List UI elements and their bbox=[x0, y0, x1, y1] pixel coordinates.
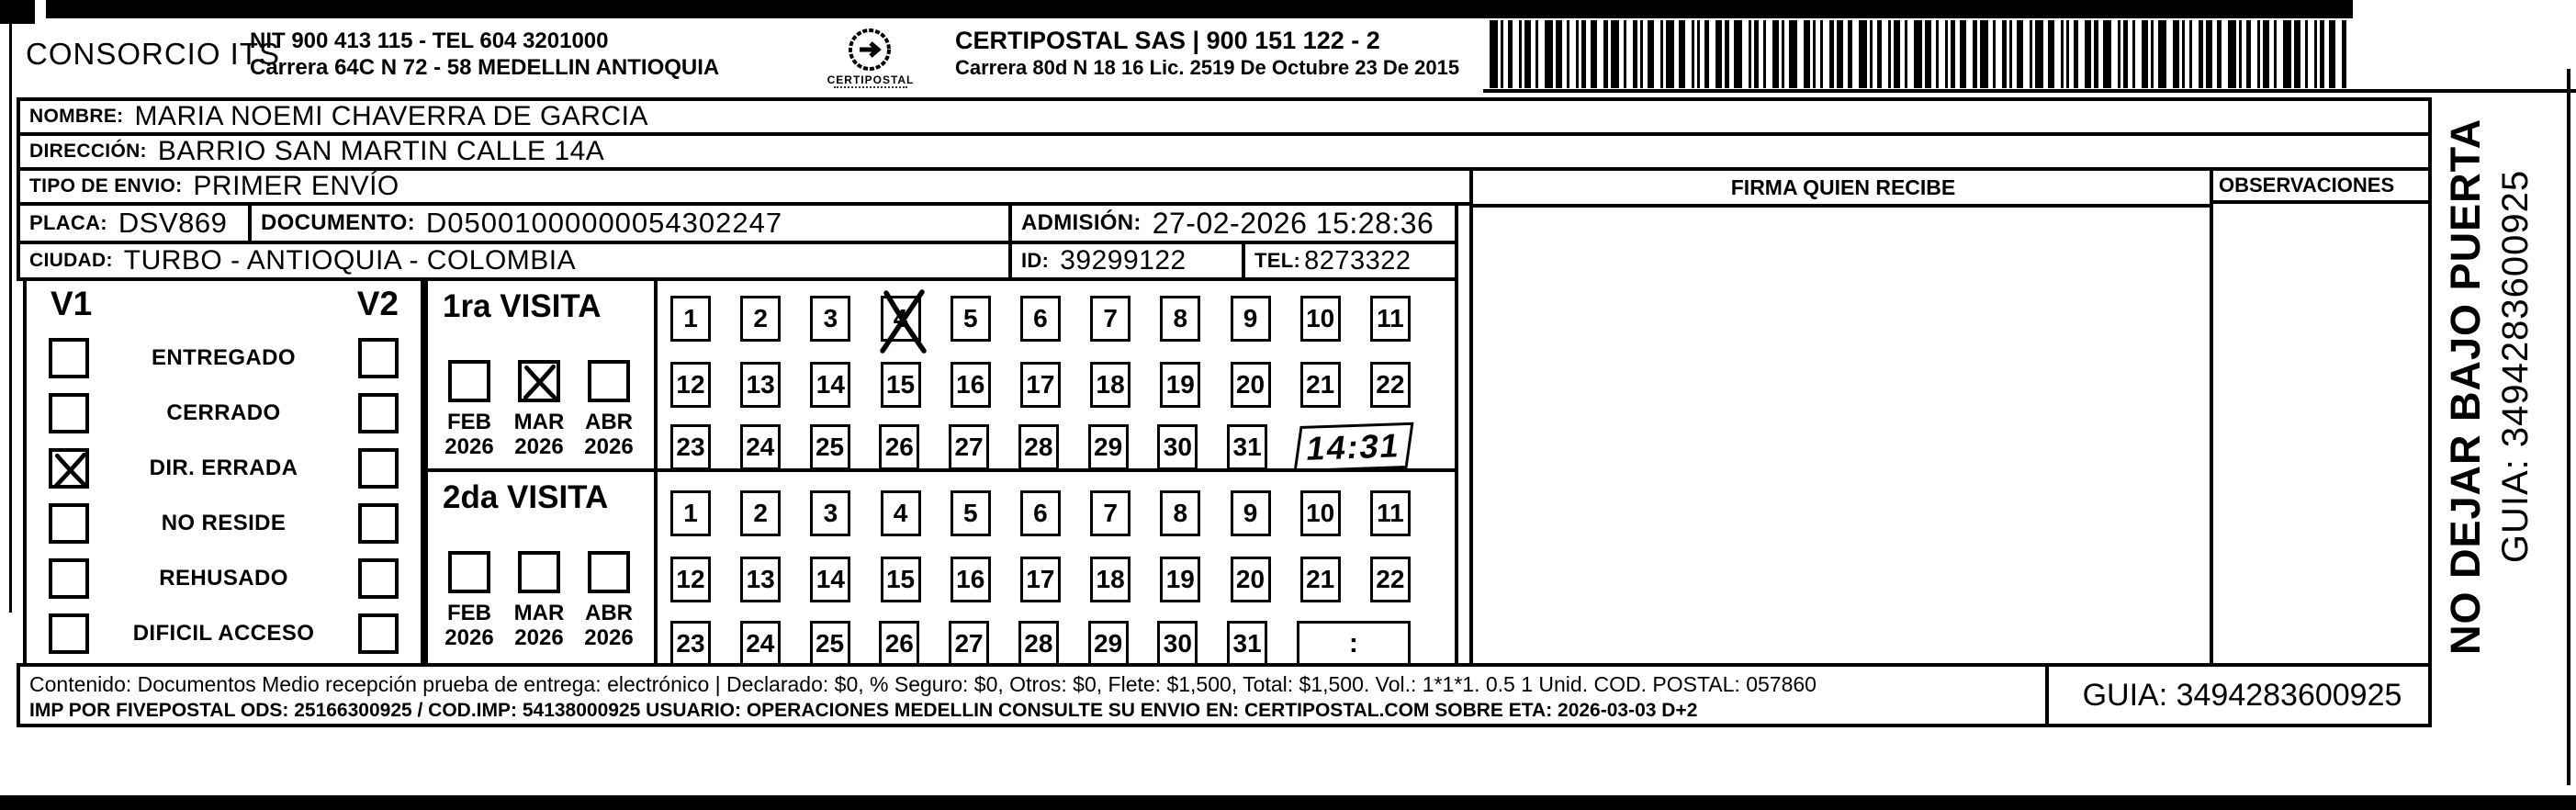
visit-2-day-row-3 bbox=[670, 621, 1411, 667]
status-label-dificil-acceso: DIFICIL ACCESO bbox=[132, 621, 315, 646]
visit-2-month-checkbox-feb bbox=[448, 551, 490, 593]
barcode-underline bbox=[1483, 89, 2576, 93]
admision-label: ADMISIÓN: bbox=[1021, 210, 1142, 235]
month-name: ABR bbox=[585, 410, 633, 434]
tipo-envio-row bbox=[17, 167, 1473, 206]
direccion-label: DIRECCIÓN: bbox=[29, 141, 147, 162]
visit-2-divider bbox=[654, 472, 658, 663]
visit-1-day-7: 7 bbox=[1090, 296, 1131, 342]
visit-2-day-17: 17 bbox=[1020, 557, 1061, 602]
admision-value: 27-02-2026 15:28:36 bbox=[1152, 206, 1434, 240]
direccion-row bbox=[17, 132, 2432, 171]
ciudad-cell bbox=[17, 241, 1012, 281]
visit-1-day-25: 25 bbox=[810, 424, 850, 470]
id-value: 39299122 bbox=[1060, 245, 1187, 276]
visit-2-day-12: 12 bbox=[670, 557, 711, 602]
company-contact bbox=[250, 28, 719, 81]
visit-1-day-19: 19 bbox=[1160, 362, 1200, 408]
month-year: 2026 bbox=[514, 625, 564, 650]
visit-1-day-10: 10 bbox=[1300, 296, 1341, 342]
visit-1-day-28: 28 bbox=[1018, 424, 1059, 470]
visit-2-day-5: 5 bbox=[951, 490, 991, 536]
visit-2-month-feb bbox=[441, 551, 498, 650]
visit-2-day-15: 15 bbox=[881, 557, 921, 602]
observaciones-header: OBSERVACIONES bbox=[2213, 171, 2428, 204]
visit-2-day-11: 11 bbox=[1370, 490, 1411, 536]
visit-2-day-25: 25 bbox=[810, 621, 850, 667]
month-year: 2026 bbox=[444, 625, 494, 650]
visit-2-day-23: 23 bbox=[670, 621, 711, 667]
tipo-envio-label: TIPO DE ENVIO: bbox=[29, 175, 183, 197]
visit-2-day-14: 14 bbox=[810, 557, 850, 602]
bottom-black-bar bbox=[0, 795, 2576, 810]
company-name: CONSORCIO ITS bbox=[26, 37, 281, 71]
v2-checkbox-rehusado bbox=[358, 558, 399, 599]
month-year: 2026 bbox=[584, 625, 634, 650]
v2-header: V2 bbox=[356, 285, 399, 322]
top-black-bar bbox=[46, 0, 2353, 18]
barcode bbox=[1490, 20, 2349, 88]
visit-2-day-row-1 bbox=[670, 490, 1411, 536]
visit-2-day-20: 20 bbox=[1231, 557, 1271, 602]
visit-2-day-7: 7 bbox=[1090, 490, 1131, 536]
visit-1-day-14: 14 bbox=[810, 362, 850, 408]
status-row-no-reside bbox=[27, 496, 421, 551]
visit-1-day-row-2 bbox=[670, 362, 1411, 408]
visit-1-day-8: 8 bbox=[1160, 296, 1200, 342]
visit-1-day-24: 24 bbox=[740, 424, 781, 470]
documento-cell bbox=[248, 202, 1012, 244]
v1-checkbox-rehusado bbox=[49, 558, 89, 599]
status-row-cerrado bbox=[27, 386, 421, 441]
month-name: FEB bbox=[447, 601, 491, 625]
month-name: MAR bbox=[513, 410, 565, 434]
side-note bbox=[2435, 78, 2544, 655]
status-rows bbox=[27, 331, 421, 661]
v2-checkbox-dir-errada bbox=[358, 448, 399, 489]
visit-2-day-6: 6 bbox=[1020, 490, 1061, 536]
admision-cell bbox=[1008, 202, 1458, 244]
visit-2-day-2: 2 bbox=[740, 490, 781, 536]
status-label-entregado: ENTREGADO bbox=[152, 345, 296, 370]
company-nit: NIT 900 413 115 - TEL 604 3201000 bbox=[250, 28, 609, 53]
direccion-value: BARRIO SAN MARTIN CALLE 14A bbox=[157, 136, 605, 166]
visit-1-day-15: 15 bbox=[881, 362, 921, 408]
placa-cell bbox=[17, 202, 252, 244]
tel-cell bbox=[1242, 241, 1458, 281]
signature-area bbox=[1469, 167, 2432, 667]
visit-1-day-23: 23 bbox=[670, 424, 711, 470]
visit-1-day-11: 11 bbox=[1370, 296, 1411, 342]
visit-2-day-19: 19 bbox=[1160, 557, 1200, 602]
visit-1-section bbox=[424, 277, 1458, 472]
visit-2-time-box: : bbox=[1297, 621, 1411, 667]
visit-1-day-12: 12 bbox=[670, 362, 711, 408]
visit-1-time-box: 14:31 bbox=[1293, 422, 1413, 473]
visit-2-day-30: 30 bbox=[1157, 621, 1198, 667]
ciudad-value: TURBO - ANTIOQUIA - COLOMBIA bbox=[123, 245, 577, 276]
footer-line1: Contenido: Documentos Medio recepción prueba de entrega: electrónico | Declarado: $0, % Seguro: $0, Otros: $0, Flete: $1,500, Total: $1,500. Vol.: 1*1*1. 0.5 1 Unid. COD. POSTAL: 057860 bbox=[29, 672, 1817, 696]
visit-1-day-18: 18 bbox=[1090, 362, 1131, 408]
visit-1-month-checkbox-abr bbox=[588, 360, 630, 402]
visit-2-day-28: 28 bbox=[1018, 621, 1059, 667]
tel-label: TEL: bbox=[1254, 249, 1301, 272]
visit-1-title: 1ra VISITA bbox=[443, 288, 602, 324]
month-name: ABR bbox=[585, 601, 633, 625]
id-label: ID: bbox=[1021, 249, 1050, 272]
visit-2-day-21: 21 bbox=[1300, 557, 1341, 602]
visit-1-day-21: 21 bbox=[1300, 362, 1341, 408]
visit-1-month-checkbox-mar bbox=[518, 360, 560, 402]
nombre-label: NOMBRE: bbox=[29, 106, 124, 127]
visit-1-day-29: 29 bbox=[1088, 424, 1129, 470]
visit-2-title: 2da VISITA bbox=[443, 479, 609, 515]
observaciones-divider bbox=[2210, 171, 2213, 663]
certipostal-name: CERTIPOSTAL SAS | 900 151 122 - 2 bbox=[955, 27, 1380, 54]
visit-1-month-mar bbox=[511, 360, 568, 459]
tel-value: 8273322 bbox=[1304, 245, 1412, 276]
visit-2-month-checkbox-abr bbox=[588, 551, 630, 593]
visit-2-day-22: 22 bbox=[1370, 557, 1411, 602]
status-row-entregado bbox=[27, 331, 421, 386]
visit-1-day-3: 3 bbox=[810, 296, 850, 342]
visit-1-day-13: 13 bbox=[740, 362, 781, 408]
visit-1-day-6: 6 bbox=[1020, 296, 1061, 342]
placa-label: PLACA: bbox=[29, 211, 107, 234]
visit-2-month-abr bbox=[580, 551, 637, 650]
visit-1-day-22: 22 bbox=[1370, 362, 1411, 408]
nombre-row bbox=[17, 97, 2432, 136]
visit-1-day-27: 27 bbox=[949, 424, 989, 470]
visit-2-day-10: 10 bbox=[1300, 490, 1341, 536]
status-row-dir-errada bbox=[27, 441, 421, 496]
v2-checkbox-cerrado bbox=[358, 393, 399, 433]
guia-number: GUIA: 3494283600925 bbox=[2082, 677, 2402, 713]
visit-1-day-5: 5 bbox=[951, 296, 991, 342]
month-year: 2026 bbox=[514, 434, 564, 459]
status-label-dir-errada: DIR. ERRADA bbox=[149, 456, 298, 480]
footer-line2: IMP POR FIVEPOSTAL ODS: 25166300925 / COD.IMP: 54138000925 USUARIO: OPERACIONES MEDELLIN CONSULTE SU ENVIO EN: CERTIPOSTAL.COM SOBRE ETA: 2026-03-03 D+2 bbox=[29, 700, 1698, 721]
visit-1-day-9: 9 bbox=[1231, 296, 1271, 342]
visit-2-day-9: 9 bbox=[1231, 490, 1271, 536]
month-year: 2026 bbox=[444, 434, 494, 459]
status-label-rehusado: REHUSADO bbox=[159, 566, 288, 591]
visit-1-month-feb bbox=[441, 360, 498, 459]
documento-value: D05001000000054302247 bbox=[425, 207, 783, 239]
visit-2-day-1: 1 bbox=[670, 490, 711, 536]
scan-edge-right bbox=[2567, 69, 2570, 785]
visit-2-day-13: 13 bbox=[740, 557, 781, 602]
visit-1-month-abr bbox=[580, 360, 637, 459]
v1-checkbox-entregado bbox=[49, 338, 89, 378]
visit-2-day-29: 29 bbox=[1088, 621, 1129, 667]
visit-2-day-16: 16 bbox=[951, 557, 991, 602]
v1-header: V1 bbox=[51, 285, 93, 322]
visit-2-day-4: 4 bbox=[881, 490, 921, 536]
visit-2-day-18: 18 bbox=[1090, 557, 1131, 602]
visit-1-day-row-3 bbox=[670, 424, 1411, 470]
certipostal-address: Carrera 80d N 18 16 Lic. 2519 De Octubre 23 De 2015 bbox=[955, 56, 1460, 79]
ciudad-label: CIUDAD: bbox=[29, 250, 113, 271]
visit-2-day-27: 27 bbox=[949, 621, 989, 667]
v2-checkbox-dificil-acceso bbox=[358, 613, 399, 654]
v2-checkbox-no-reside bbox=[358, 503, 399, 544]
certipostal-logo-icon bbox=[841, 28, 898, 73]
certipostal-block bbox=[955, 26, 1459, 81]
month-name: FEB bbox=[447, 410, 491, 434]
status-label-cerrado: CERRADO bbox=[166, 400, 281, 425]
status-row-dificil-acceso bbox=[27, 606, 421, 661]
visit-1-day-31: 31 bbox=[1227, 424, 1267, 470]
visit-2-month-mar bbox=[511, 551, 568, 650]
v1-checkbox-cerrado bbox=[49, 393, 89, 433]
certipostal-logo-caption: CERTIPOSTAL bbox=[827, 73, 915, 86]
month-year: 2026 bbox=[584, 434, 634, 459]
visit-1-months bbox=[441, 360, 637, 459]
visit-2-day-row-2 bbox=[670, 557, 1411, 602]
visit-1-month-checkbox-feb bbox=[448, 360, 490, 402]
footer-text bbox=[29, 671, 1817, 723]
documento-label: DOCUMENTO: bbox=[261, 210, 415, 235]
visit-1-day-17: 17 bbox=[1020, 362, 1061, 408]
scan-edge-left bbox=[9, 20, 12, 613]
status-box bbox=[23, 277, 424, 667]
footer-row bbox=[17, 663, 2432, 727]
v1-checkbox-dir-errada bbox=[49, 448, 89, 489]
visit-2-day-24: 24 bbox=[740, 621, 781, 667]
nombre-value: MARIA NOEMI CHAVERRA DE GARCIA bbox=[134, 101, 648, 131]
v1-checkbox-no-reside bbox=[49, 503, 89, 544]
visit-1-day-row-1 bbox=[670, 296, 1411, 342]
visit-2-months bbox=[441, 551, 637, 650]
visit-1-day-30: 30 bbox=[1157, 424, 1198, 470]
visit-2-day-26: 26 bbox=[879, 621, 919, 667]
firma-header: FIRMA QUIEN RECIBE bbox=[1473, 171, 2213, 208]
status-row-rehusado bbox=[27, 551, 421, 606]
visit-1-day-2: 2 bbox=[740, 296, 781, 342]
id-cell bbox=[1008, 241, 1245, 281]
placa-value: DSV869 bbox=[118, 207, 228, 239]
visit-1-day-20: 20 bbox=[1231, 362, 1271, 408]
company-address: Carrera 64C N 72 - 58 MEDELLIN ANTIOQUIA bbox=[250, 55, 720, 80]
visit-1-day-16: 16 bbox=[951, 362, 991, 408]
visit-2-day-3: 3 bbox=[810, 490, 850, 536]
v1-checkbox-dificil-acceso bbox=[49, 613, 89, 654]
scan-mark-top-left bbox=[0, 0, 35, 24]
month-name: MAR bbox=[513, 601, 565, 625]
side-note-guia: GUIA: 3494283600925 bbox=[2495, 169, 2536, 564]
visit-2-day-31: 31 bbox=[1227, 621, 1267, 667]
visit-2-section bbox=[424, 468, 1458, 667]
status-label-no-reside: NO RESIDE bbox=[161, 511, 287, 535]
visit-1-divider bbox=[654, 281, 658, 468]
side-note-warning: NO DEJAR BAJO PUERTA bbox=[2442, 118, 2489, 655]
v2-checkbox-entregado bbox=[358, 338, 399, 378]
certipostal-logo-tagline bbox=[834, 86, 907, 88]
tipo-envio-value: PRIMER ENVÍO bbox=[193, 171, 399, 201]
visit-2-month-checkbox-mar bbox=[518, 551, 560, 593]
visit-1-day-1: 1 bbox=[670, 296, 711, 342]
visit-2-day-8: 8 bbox=[1160, 490, 1200, 536]
visit-1-day-4: 4 bbox=[881, 296, 921, 342]
visit-1-day-26: 26 bbox=[879, 424, 919, 470]
